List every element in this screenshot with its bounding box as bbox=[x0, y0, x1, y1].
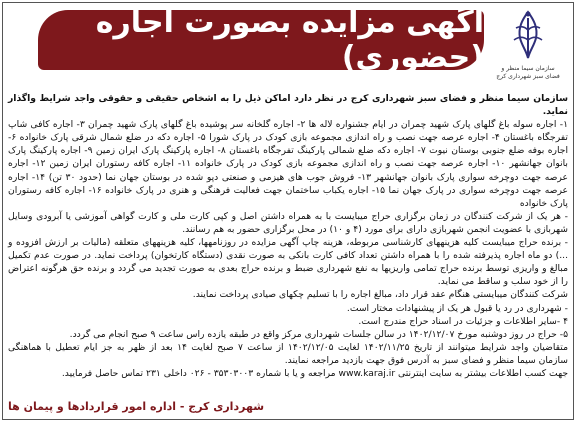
contact-paragraph: جهت کسب اطلاعات بیشتر به سایت اینترنتی www.karaj.ir مراجعه و یا با شماره ۳۵۳۰۳۰۰۳ - ۰۲۶ داخلی ۲۳۱ تماس حاصل فرمایید. bbox=[61, 367, 568, 379]
page-title: آگهی مزایده بصورت اجاره (حضوری) bbox=[95, 5, 484, 75]
organization-logo bbox=[494, 8, 562, 86]
items-paragraph: ۱- اجاره سوله باغ گلهای پارک شهید چمران در ایام جشنواره لاله ها ۲- اجاره گلخانه سر پوشیده باغ گلهای پارک شهید چمران ۳- اجاره کافی شاپ تفرجگاه باغستان ۴- اجاره عرصه جهت نصب و راه اندازی مجموعه بازی کودک در پارک شورا ۵- اجاره دکه در ضلع شمال شرقی پارک خانواده ۶- اجاره بوفه ضلع جنوبی بوستان نیوت ۷- اجاره دکه ضلع شمالی پارکینگ تفرجگاه باغستان ۸- اجاره پارکینگ پارک ایران زمین ۹- اجاره پارکینگ پارک بانوان جهانشهر ۱۰- اجاره عرصه جهت نصب و راه اندازی مجموعه بازی کودک در پارک خانواده ۱۱- اجاره کافه رستوران ایران زمین ۱۲- اجاره عرصه جهت دوچرخه سواری پارک بانوان جهانشهر ۱۳- فروش جوب های هیزمی و صنعتی دپو شده در بوستان جهان نما (حدود ۳۰ تن) ۱۴- اجاره عرصه جهت دوچرخه سواری در پارک جهان نما ۱۵- اجاره یکباب ساختمان جهت فعالیت فرهنگی و هنری در پارک خانواده ۱۶- اجاره کافه رستوران پارک خانواده bbox=[8, 119, 568, 209]
condition-paragraph: - شهرداری در رد یا قبول هر یک از پیشنهادات مختار است. bbox=[346, 302, 568, 314]
notice-body bbox=[8, 92, 568, 380]
visit-paragraph: متقاضیان واجد شرایط میتوانند از تاریخ ۱۴۰۲/۱۱/۲۵ لغایت ۱۴۰۲/۱۲/۰۵ از ساعت ۷ صبح لغایت ۱۴ بعد از ظهر به جز ایام تعطیل با هماهنگی سازمان سیما منظر و فضای سبز به آدرس فوق جهت بازدید مراجعه نمایند. bbox=[8, 341, 568, 366]
tree-emblem-icon bbox=[506, 8, 550, 64]
footer-signature: شهرداری کرج - اداره امور قراردادها و پیمان ها bbox=[8, 400, 265, 413]
condition-paragraph: - هر یک از شرکت کنندگان در زمان برگزاری حراج میبایست با به همراه داشتن اصل و کپی کارت ملی و کارت گواهی آموزشی یا آبرودی وسایل شهربازی با عضویت انجمن شهربازی دارای برای مورد (۴ و ۱۰) در محل برگزاری حضور به هم رسانند. bbox=[8, 210, 568, 235]
auction-date-paragraph: ۵- حراج در روز دوشنبه مورخ ۱۴۰۲/۱۲/۰۷ در سالن جلسات شهرداری مرکز واقع در طبقه یازده راس ساعت ۹ صبح انجام می گردد. bbox=[69, 328, 568, 340]
logo-caption: سازمان سیما منظر و فضای سبز شهرداری کرج bbox=[496, 65, 560, 80]
condition-paragraph: - برنده حراج میبایست کلیه هزینههای کارشناسی مربوطه، هزینه چاپ آگهی مزایده در روزنامهها، کلیه هزینههای متعلقه (مالیات بر ارزش افزوده و ...) دو ماه اجاره پذیرفته شده را با همراه داشتن تعداد کافی کارت بانکی به صورت نقدی (دستگاه کارتخوان) پرداخت نماید. در صورت عدم تکمیل مبالغ و واریزی توسط برنده حراج تمامی واریزیها به نفع شهرداری ضبط و برنده حراج بعدی به صورت تجدید می گردد و برنده حق هرگونه اعتراض را از خود سلب و ساقط می نماید. bbox=[8, 237, 568, 288]
condition-paragraph: ۴ -سایر اطلاعات و جزئیات در اسناد حراج مندرج است. bbox=[358, 315, 568, 327]
title-banner bbox=[38, 5, 484, 75]
intro-paragraph: سازمان سیما منظر و فضای سبز شهرداری کرج در نظر دارد اماکن ذیل را به اشخاص حقیقی و حقوقی واجد شرایط واگذار نماید. bbox=[8, 93, 568, 118]
condition-paragraph: شرکت کنندگان میبایستی هنگام عقد قرار داد، مبالغ اجاره را با تسلیم چکهای صیادی پرداخت نمایند. bbox=[192, 289, 568, 301]
